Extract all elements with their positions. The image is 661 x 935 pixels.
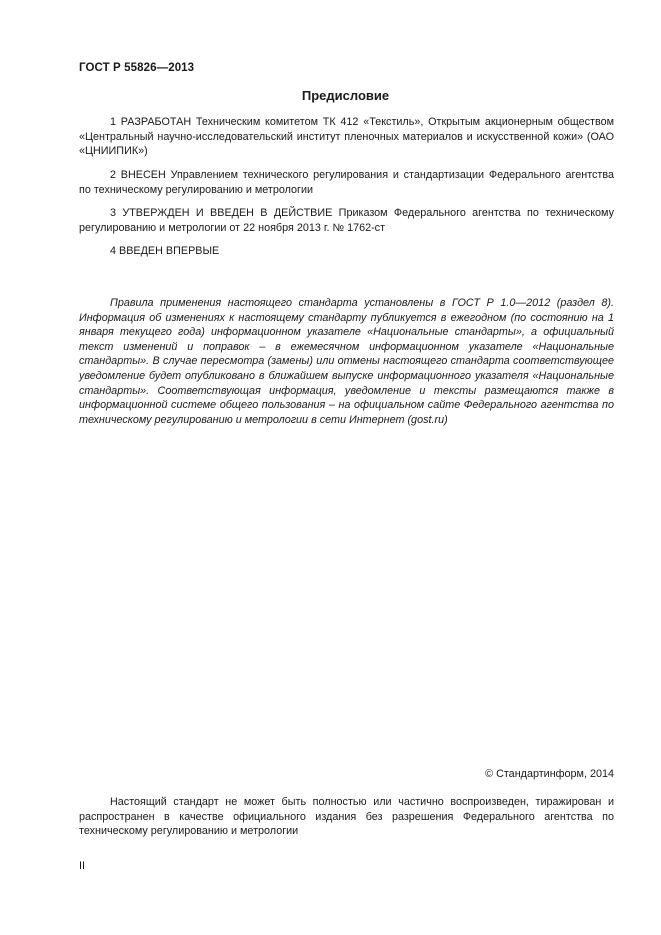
standard-code-header: ГОСТ Р 55826—2013 [79,62,195,74]
legal-notice: Настоящий стандарт не может быть полностью или частично воспроизведен, тиражирован и распространен в качестве официального издания без разрешения Федерального агентства по техническому регулированию и метрологии [79,796,614,837]
preface-item-3: 3 УТВЕРЖДЕН И ВВЕДЕН В ДЕЙСТВИЕ Приказом Федерального агентства по техническому регулированию и метрологии от 22 ноября 2013 г. № 1762-ст [79,207,614,234]
usage-notice: Правила применения настоящего стандарта установлены в ГОСТ Р 1.0—2012 (раздел 8). Информация об изменениях к настоящему стандарту публикуется в ежегодном (по состоянию на 1 января текущего года) информационном указателе «Национальные стандарты», а официальный текст изменений и поправок – в ежемесячном информационном указателе «Национальные стандарты». В случае пересмотра (замены) или отмены настоящего стандарта соответствующее уведомление будет опубликовано в ближайшем выпуске информационного указателя «Национальные стандарты». Соответствующая информация, уведомление и тексты размещаются также в информационной системе общего пользования – на официальном сайте Федерального агентства по техническому регулированию и метрологии в сети Интернет (gost.ru) [79,297,614,426]
copyright-line: © Стандартинформ, 2014 [485,768,614,780]
preface-item-4: 4 ВВЕДЕН ВПЕРВЫЕ [110,245,220,257]
page-number: II [79,860,85,872]
preface-item-2: 2 ВНЕСЕН Управлением технического регулирования и стандартизации Федерального агентства по техническому регулированию и метрологии [79,169,614,196]
preface-title: Предисловие [301,88,390,103]
preface-item-1: 1 РАЗРАБОТАН Техническим комитетом ТК 412 «Текстиль», Открытым акционерным обществом «Центральный научно-исследовательский институт пленочных материалов и искусственной кожи» (ОАО «ЦНИИПИК») [79,116,614,157]
